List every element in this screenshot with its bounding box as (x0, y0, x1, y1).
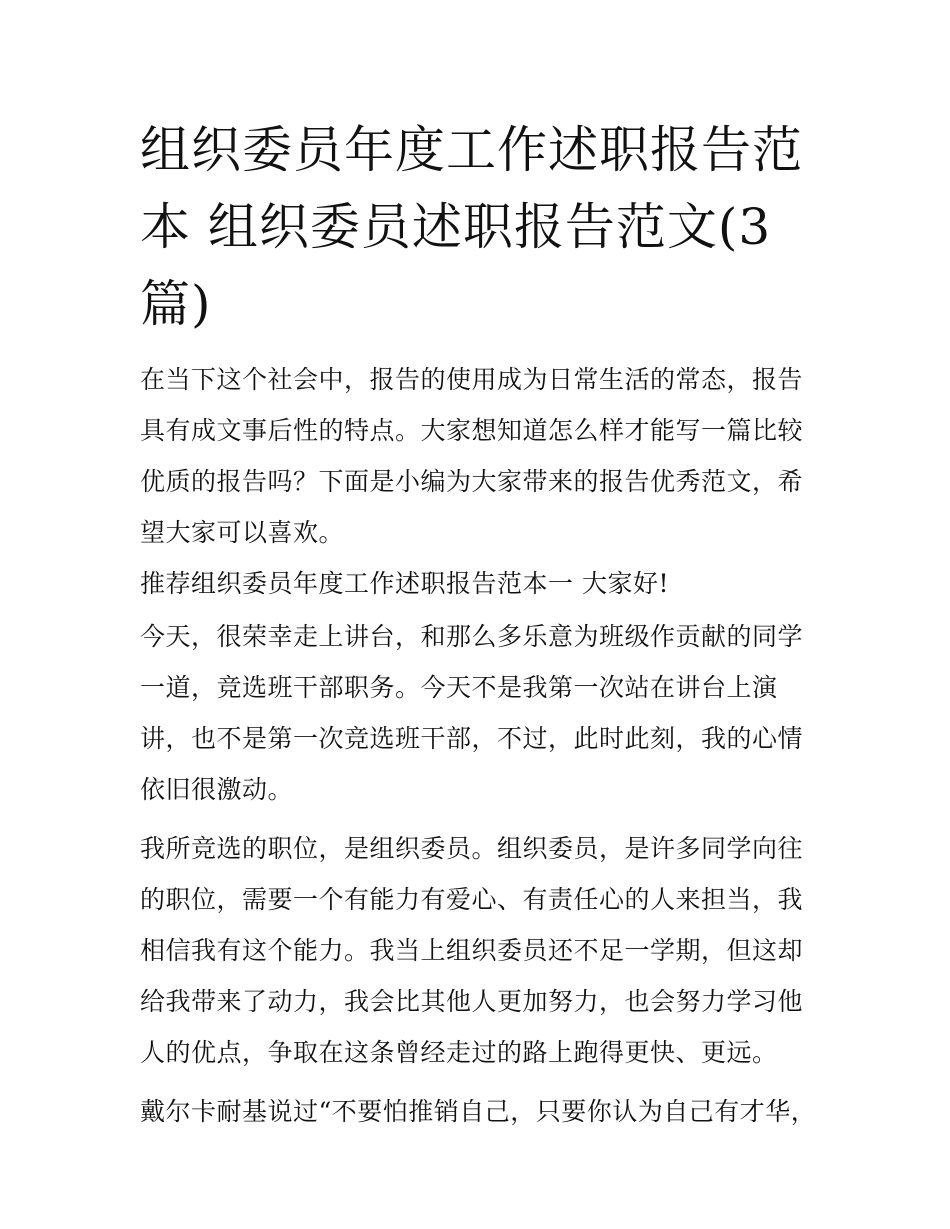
section-heading-paragraph: 推荐组织委员年度工作述职报告范本一 大家好! (140, 569, 669, 598)
document-body (140, 354, 820, 1145)
body-paragraph: 戴尔卡耐基说过“不要怕推销自己，只要你认为自己有才华， (140, 1097, 817, 1126)
body-paragraph: 今天，很荣幸走上讲台，和那么多乐意为班级作贡献的同学一道，竞选班干部职务。今天不是我第一次站在讲台上演讲，也不是第一次竞选班干部，不过，此时此刻，我的心情依旧很激动。 (140, 622, 804, 804)
document-title: 组织委员年度工作述职报告范本 组织委员述职报告范文(3篇) (140, 121, 803, 333)
intro-paragraph: 在当下这个社会中，报告的使用成为日常生活的常态，报告具有成文事后性的特点。大家想知道怎么样才能写一篇比较优质的报告吗？下面是小编为大家带来的报告优秀范文，希望大家可以喜欢。 (140, 365, 804, 547)
body-paragraph: 我所竞选的职位，是组织委员。组织委员，是许多同学向往的职位，需要一个有能力有爱心、有责任心的人来担当，我相信我有这个能力。我当上组织委员还不足一学期，但这却给我带来了动力，我会比其他人更加努力，也会努力学习他人的优点，争取在这条曾经走过的路上跑得更快、更远。 (140, 834, 804, 1067)
